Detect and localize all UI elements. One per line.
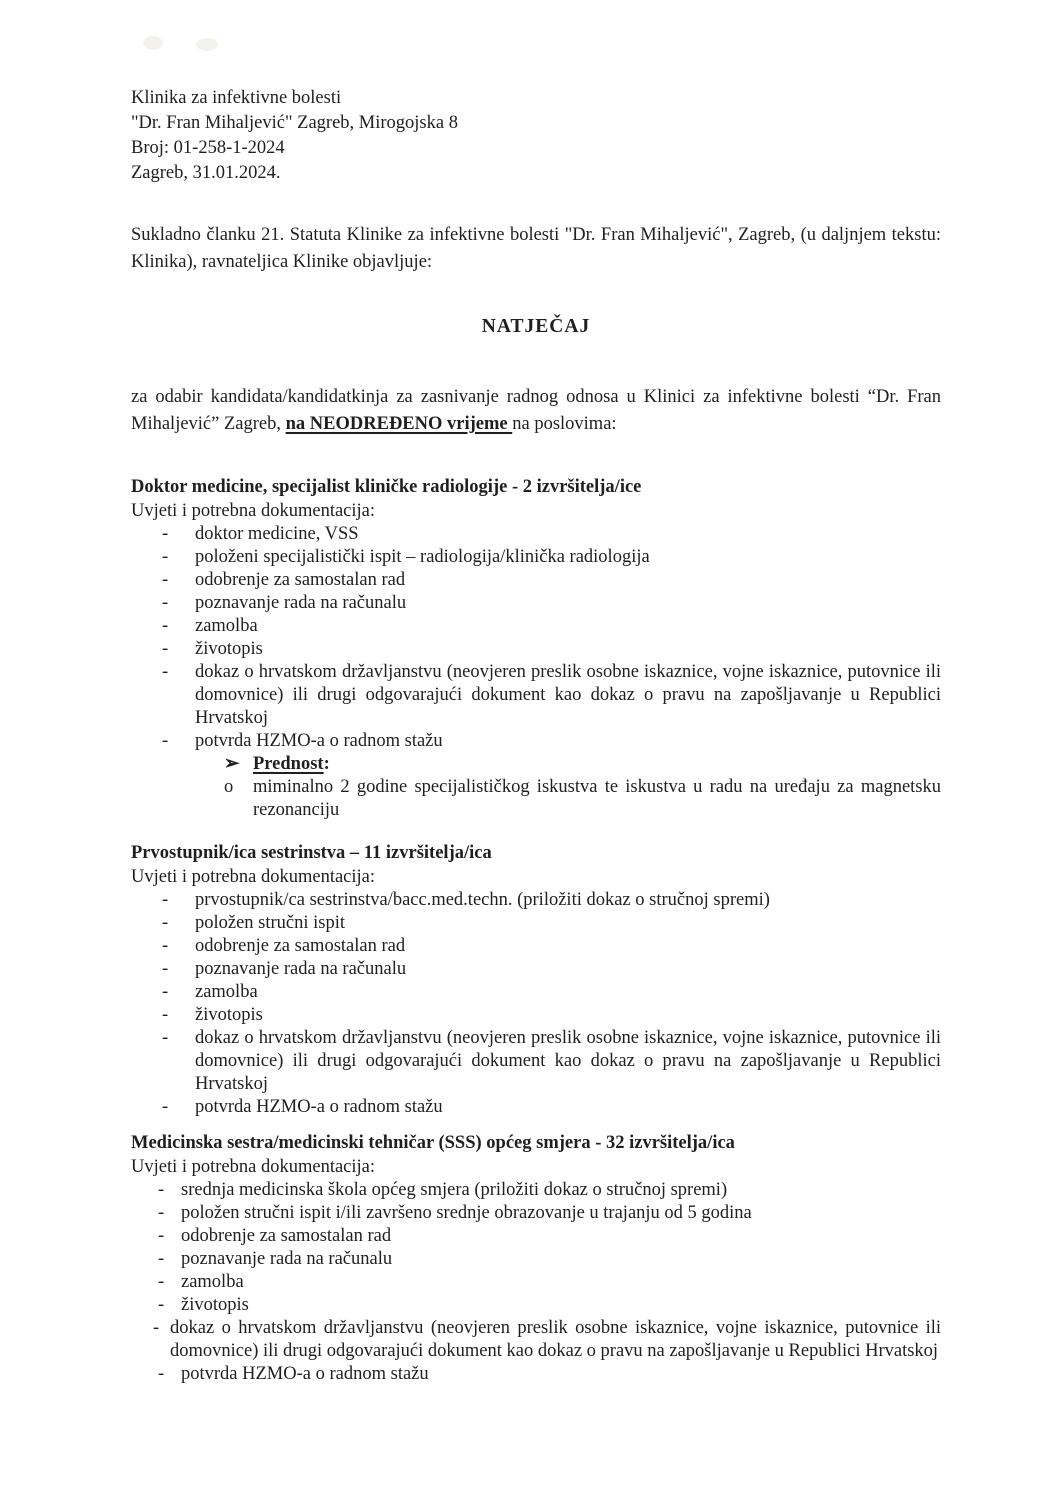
list-item [131,546,941,569]
list-item-text: doktor medicine, VSS [195,524,359,544]
advantage-block [131,753,941,822]
dash-bullet-icon: - [158,1364,165,1384]
dash-bullet-icon: - [162,982,169,1002]
document-title: NATJEČAJ [481,316,591,337]
ref-number-line: Broj: 01-258-1-2024 [131,138,285,158]
dash-bullet-icon: - [162,1097,169,1117]
scan-smudge [196,38,218,51]
list-item-text: dokaz o hrvatskom državljanstvu (neovjeren preslik osobne iskaznice, vojne iskaznice, putovnice ili domovnice) ili drugi odgovarajući dokument kao dokaz o pravu na zapošljavanje u Republici Hrvatskoj [195,662,941,728]
job-section-nurse-sss [131,1131,941,1386]
dash-bullet-icon: - [162,1005,169,1025]
list-item [131,1225,941,1248]
advantage-item-text: miminalno 2 godine specijalističkog iskustva te iskustva u radu na uređaju za magnetsku rezonanciju [253,777,941,820]
list-item [131,569,941,592]
list-item-text: odobrenje za samostalan rad [181,1226,392,1246]
dash-bullet-icon: - [162,731,169,751]
list-item [131,1096,941,1119]
job-heading: Prvostupnik/ica sestrinstva – 11 izvršitelja/ica [131,843,492,863]
requirements-label: Uvjeti i potrebna dokumentacija: [131,501,376,521]
list-item [131,730,941,753]
job-heading: Medicinska sestra/medicinski tehničar (SSS) općeg smjera - 32 izvršitelja/ica [131,1133,735,1153]
list-item [131,661,941,730]
list-item [131,958,941,981]
list-item-text: položen stručni ispit i/ili završeno srednje obrazovanje u trajanju od 5 godina [181,1203,752,1223]
list-item-text: poznavanje rada na računalu [195,593,407,613]
list-item-text: dokaz o hrvatskom državljanstvu (neovjeren preslik osobne iskaznice, vojne iskaznice, putovnice ili domovnice) ili drugi odgovarajući dokument kao dokaz o pravu na zapošljavanje u Republici Hrvatskoj [195,1028,941,1094]
list-item [131,1317,941,1363]
dash-bullet-icon: - [162,639,169,659]
dash-bullet-icon: - [162,524,169,544]
dash-bullet-icon: - [162,662,169,682]
advantage-colon: : [323,754,330,774]
dash-bullet-icon: - [162,547,169,567]
list-item-text: položen stručni ispit [195,913,346,933]
org-address-line: "Dr. Fran Mihaljević" Zagreb, Mirogojska 8 [131,113,458,133]
list-item-text: potvrda HZMO-a o radnom stažu [195,731,443,751]
list-item-text: životopis [195,639,263,659]
dash-bullet-icon: - [162,936,169,956]
list-item-text: odobrenje za samostalan rad [195,936,406,956]
list-item [131,935,941,958]
requirements-list [131,1179,941,1386]
dash-bullet-icon: - [162,1028,169,1048]
requirements-label: Uvjeti i potrebna dokumentacija: [131,867,376,887]
dash-bullet-icon: - [162,616,169,636]
list-item [131,638,941,661]
dash-bullet-icon: - [158,1226,165,1246]
lead-pre-text: za odabir kandidata/kandidatkinja za zasnivanje radnog odnosa u Klinici za infektivne bolesti “Dr. Fran Mihaljević” Zagreb, [131,387,941,434]
dash-bullet-icon: - [158,1272,165,1292]
list-item [131,889,941,912]
dash-bullet-icon: - [158,1203,165,1223]
list-item-text: zamolba [195,982,258,1002]
job-section-radiologist [131,475,941,822]
document-content [131,86,941,1386]
org-name-line: Klinika za infektivne bolesti [131,88,342,108]
list-item [131,1179,941,1202]
list-item-text: poznavanje rada na računalu [181,1249,393,1269]
list-item-text: prvostupnik/ca sestrinstva/bacc.med.techn. (priložiti dokaz o stručnoj spremi) [195,890,770,910]
list-item-text: životopis [195,1005,263,1025]
list-item [131,1004,941,1027]
advantage-heading [253,753,941,776]
intro-paragraph: Sukladno članku 21. Statuta Klinike za infektivne bolesti "Dr. Fran Mihaljević", Zagreb, (u daljnjem tekstu: Klinika), ravnateljica Klinike objavljuje: [131,225,941,272]
lead-emphasis-underlined: na NEODREĐENO vrijeme [285,414,513,434]
lead-post-text: na poslovima: [512,414,617,434]
list-item [131,912,941,935]
list-item-text: zamolba [195,616,258,636]
list-item-text: potvrda HZMO-a o radnom stažu [195,1097,443,1117]
date-line: Zagreb, 31.01.2024. [131,163,281,183]
list-item-text: dokaz o hrvatskom državljanstvu (neovjeren preslik osobne iskaznice, vojne iskaznice, putovnice ili domovnice) ili drugi odgovarajući dokument kao dokaz o pravu na zapošljavanje u Republici Hrvatskoj [170,1318,941,1361]
list-item [131,592,941,615]
advantage-label: Prednost [253,754,324,774]
list-item-text: srednja medicinska škola općeg smjera (priložiti dokaz o stručnoj spremi) [181,1180,728,1200]
list-item [131,981,941,1004]
dash-bullet-icon: - [158,1180,165,1200]
arrow-bullet-icon: ➢ [224,754,240,774]
dash-bullet-icon: - [158,1295,165,1315]
job-section-nurse-bachelor [131,841,941,1119]
list-item [131,1202,941,1225]
job-heading: Doktor medicine, specijalist kliničke radiologije - 2 izvršitelja/ice [131,477,642,497]
circle-bullet-icon: o [224,777,234,797]
list-item [131,615,941,638]
list-item-text: poznavanje rada na računalu [195,959,407,979]
list-item-text: potvrda HZMO-a o radnom stažu [181,1364,429,1384]
dash-bullet-icon: - [162,593,169,613]
list-item [131,1271,941,1294]
dash-bullet-icon: - [162,570,169,590]
requirements-list [131,523,941,753]
dash-bullet-icon: - [153,1318,160,1338]
advantage-item-row [131,776,941,822]
dash-bullet-icon: - [162,959,169,979]
list-item [131,1363,941,1386]
list-item [131,1027,941,1096]
list-item-text: odobrenje za samostalan rad [195,570,406,590]
letterhead [131,86,941,186]
list-item-text: zamolba [181,1272,244,1292]
list-item [131,1248,941,1271]
dash-bullet-icon: - [158,1249,165,1269]
advantage-header-row [131,753,941,776]
requirements-label: Uvjeti i potrebna dokumentacija: [131,1157,376,1177]
lead-paragraph [131,384,941,438]
list-item-text: životopis [181,1295,249,1315]
dash-bullet-icon: - [162,890,169,910]
requirements-list [131,889,941,1119]
scan-smudge [143,36,163,50]
list-item [131,1294,941,1317]
dash-bullet-icon: - [162,913,169,933]
list-item-text: položeni specijalistički ispit – radiologija/klinička radiologija [195,547,650,567]
list-item [131,523,941,546]
